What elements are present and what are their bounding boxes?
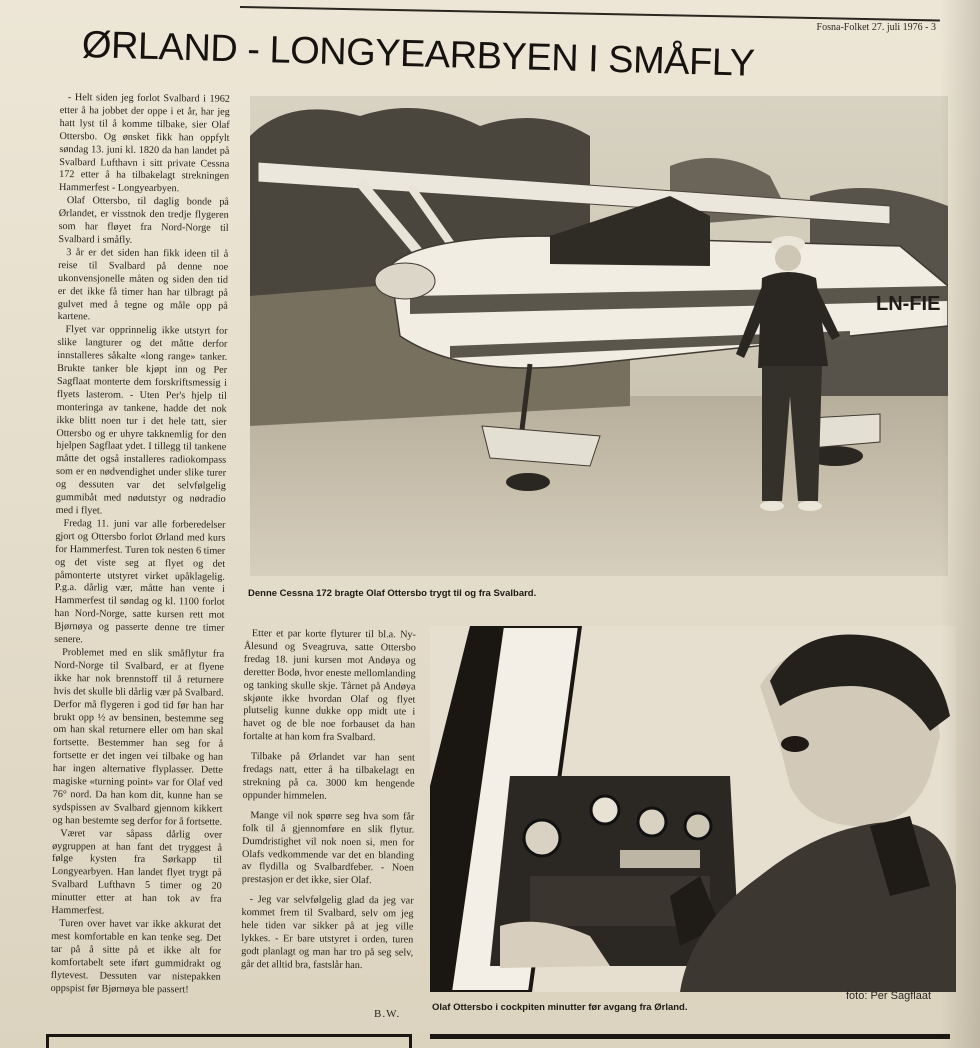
paragraph: 3 år er det siden han fikk ideen til å reise til Svalbard på denne noe ukonvensjonelle måten og siden den tid er det ikke få timer han har tilbragt på gulvet med å tegne og måle opp på kartene. [57,246,229,323]
paragraph: Mange vil nok spørre seg hva som får folk til å gjennomføre en slik flytur. Dumdristighet vil nok noen si, men for Olafs vedkommende var det en blanding av flydilla og Svalbardfeber. - Noen prestasjon er det ikke, sier Olaf. [241,809,415,887]
headline: ØRLAND - LONGYEARBYEN I SMÅFLY [81,24,756,85]
cessna-photo [250,96,948,576]
photo-credit: foto: Per Sagflaat [846,990,931,1002]
paragraph: Fredag 11. juni var alle forberedelser gjort og Ottersbo forlot Ørland med kurs for Hammerfest. Turen tok nesten 6 timer og det viste seg at flyet og det påmonterte utstyret virket upåklagelig. P.g.a. dårlig vær, måtte han vente i Hammerfest til søndag og kl. 1100 forlot han Nord-Norge, satte kursen rett mot Bjørnøya og passerte denne tre timer senere. [54,517,226,646]
bottom-rule [430,1034,950,1039]
bottom-box-rule [46,1034,412,1048]
cessna-photo-illustration [250,96,948,576]
paragraph: Olaf Ottersbo, til daglig bonde på Ørlandet, er visstnok den tredje flygeren som har fløyet fra Nord-Norge til Svalbard i småfly. [58,195,229,246]
article-column-2 [241,628,416,973]
top-rule [240,6,940,21]
cockpit-photo [430,626,956,992]
byline: B.W. [374,1008,401,1020]
plane-registration: LN-FIE [876,293,941,315]
paragraph: Turen over havet var ikke akkurat det mest komfortable en kan tenke seg. Det tar på å sitte på et ikke alt for komfortabelt sete iført gummidrakt og flytevest. Dessuten var nistepakken oppspist før Bjørnøya ble passert! [50,918,222,995]
caption-cockpit: Olaf Ottersbo i cockpiten minutter før avgang fra Ørland. [432,1002,688,1013]
paragraph: Flyet var opprinnelig ikke utstyrt for slike langturer og det måtte derfor innstalleres såkalte «long range» tanker. Brukte tanker ble kjøpt inn og Per Sagflaat monterte dem forskriftsmessig i flyets lasterom. - Uten Per's hjelp til monteringa av tankene, hadde det nok ikke blitt noen tur i det hele tatt, sier Ottersbo og er uhyre takknemlig for den hjelpen Sagflaat ydet. I tillegg til tankene måtte det også installeres radiokompass som er en nødvendighet under slike turer og dessuten var det selvfølgelig gummibåt med nødutstyr og nødradio med i flyet. [55,324,228,517]
page-fold-shadow [940,0,980,1048]
article-column-1 [51,92,230,997]
paragraph: - Helt siden jeg forlot Svalbard i 1962 etter å ha jobbet der oppe i et år, har jeg hatt lyst til å komme tilbake, sier Olaf Ottersbo. Og ønsket fikk han oppfylt søndag 13. juni kl. 1820 da han landet på Svalbard Lufthavn i sitt private Cessna 172 etter å ha tilbakelagt strekningen Hammerfest - Longyearbyen. [58,92,230,195]
masthead: Fosna-Folket 27. juli 1976 - 3 [816,22,936,33]
paragraph: Etter et par korte flyturer til bl.a. Ny-Ålesund og Sveagruva, satte Ottersbo fredag 18. juni kursen mot Andøya og deretter Bodø, hvor eneste mellomlanding og tanking skulle skje. Tårnet på Andøya skjønte ikke hvordan Olaf og flyet plutselig kunne dukke opp midt ute i havet og de ble noe forbauset da han fortalte at han kom fra Svalbard. [243,628,416,744]
paragraph: Været var såpass dårlig over øygruppen at han fant det tryggest å følge kysten fra Sørkapp til Longyearbyen. Han landet flyet trygt på Svalbard Lufthavn 5 timer og 20 minutter etter at han tok av fra Hammerfest. [51,827,223,917]
cockpit-photo-illustration [430,626,956,992]
caption-cessna: Denne Cessna 172 bragte Olaf Ottersbo trygt til og fra Svalbard. [248,588,537,599]
paragraph: - Jeg var selvfølgelig glad da jeg var kommet frem til Svalbard, selv om jeg hele tiden var sikker på at jeg ville lykkes. - Er bare utstyret i orden, turen godt planlagt og man har tro på seg selv, går det alltid bra, fastslår han. [241,894,414,971]
paragraph: Tilbake på Ørlandet var han sent fredags natt, etter å ha tilbakelagt en strekning på ca. 3000 km hengende oppunder himmelen. [242,751,415,802]
paragraph: Problemet med en slik småflytur fra Nord-Norge til Svalbard, er at flyene ikke har nok brennstoff til å returnere hvis det skulle bli dårlig vær på Svalbard. Derfor må flygeren i god tid før han har brukt opp ½ av bensinen, bestemme seg om han skal returnere eller om han skal fortsette. Bestemmer han seg for å fortsette er det ingen vei tilbake og han har ingen alternative flyplasser. Dette magiske «turning point» var for Olaf ved 76° nord. Da han kom dit, kunne han se sydspissen av Svalbard gjennom kikkert og han bestemte seg derfor for å fortsette. [52,647,225,828]
